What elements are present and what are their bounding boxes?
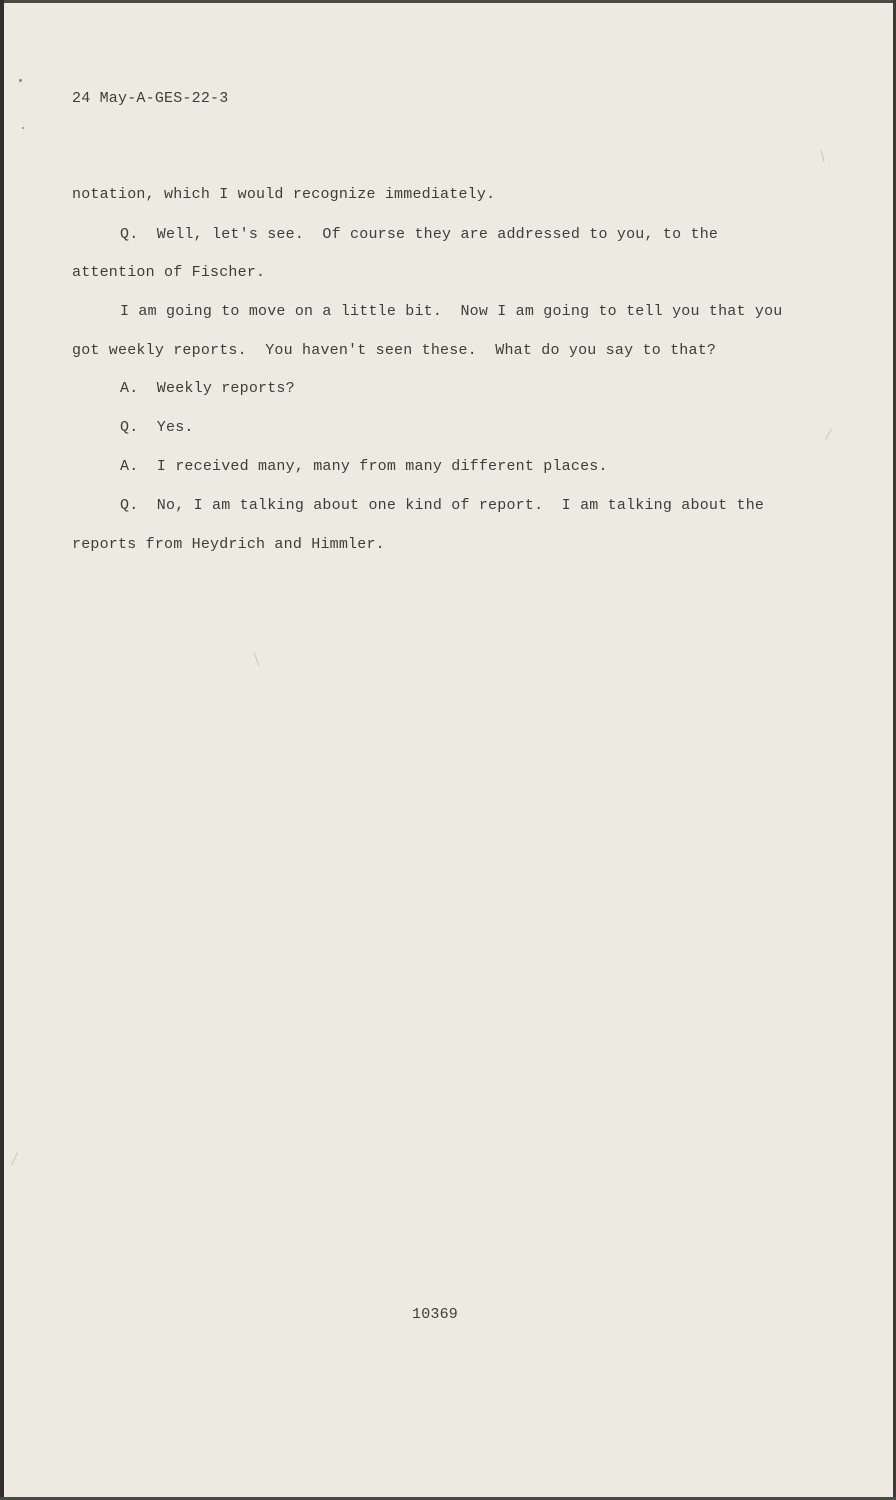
page-number: 10369 xyxy=(412,1306,459,1323)
transcript-line: A. I received many, many from many different places. xyxy=(120,458,608,475)
transcript-line: Q. Yes. xyxy=(120,419,194,436)
paper-speck xyxy=(19,79,22,82)
transcript-line: Q. No, I am talking about one kind of report. I am talking about the xyxy=(120,497,765,514)
transcript-line: Q. Well, let's see. Of course they are addressed to you, to the xyxy=(120,226,719,243)
transcript-line: A. Weekly reports? xyxy=(120,380,295,397)
transcript-line: reports from Heydrich and Himmler. xyxy=(72,536,385,553)
document-header-code: 24 May-A-GES-22-3 xyxy=(72,90,229,107)
transcript-line: attention of Fischer. xyxy=(72,264,266,281)
transcript-line: got weekly reports. You haven't seen these. What do you say to that? xyxy=(72,342,717,359)
paper-scratch xyxy=(11,1152,18,1165)
paper-scratch xyxy=(820,150,824,162)
page-edge-top xyxy=(0,0,896,3)
transcript-line: notation, which I would recognize immediately. xyxy=(72,186,496,203)
paper-scratch xyxy=(254,652,260,665)
page-edge-left xyxy=(0,0,4,1500)
paper-speck xyxy=(22,127,24,129)
paper-scratch xyxy=(825,429,832,440)
transcript-line: I am going to move on a little bit. Now I am going to tell you that you xyxy=(120,303,783,320)
